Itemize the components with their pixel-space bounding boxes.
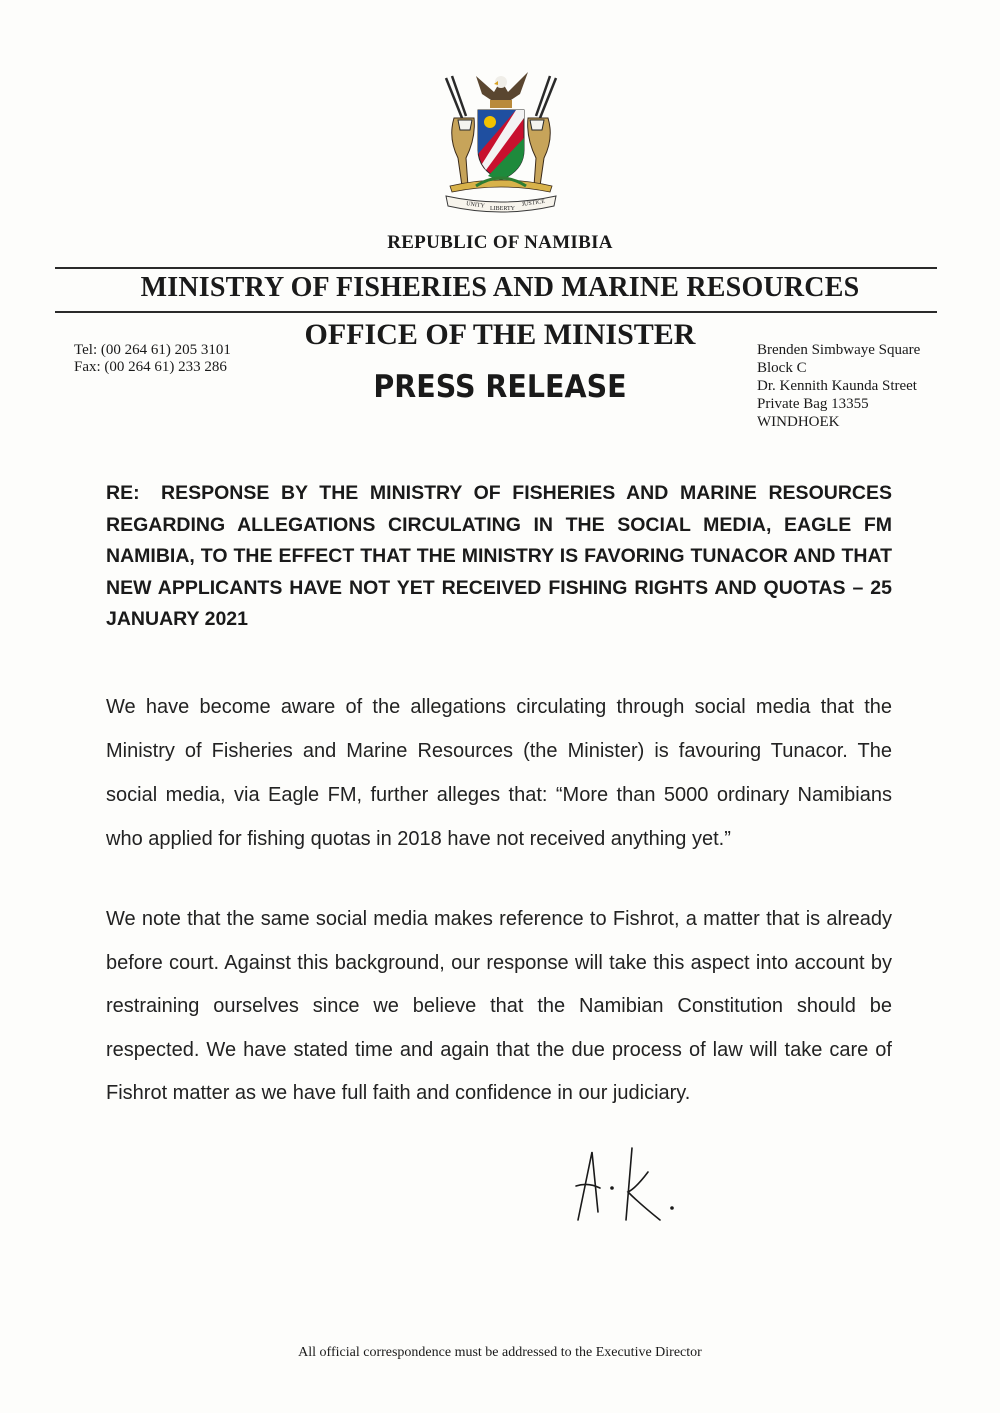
subject-text: RESPONSE BY THE MINISTRY OF FISHERIES AND MARINE RESOURCES REGARDING ALLEGATIONS CIRCULATING IN THE SOCIAL MEDIA, EAGLE FM NAMIBIA, TO THE EFFECT THAT THE MINISTRY IS FAVORING TUNACOR AND THAT NEW APPLICANTS HAVE NOT YET RECEIVED FISHING RIGHTS AND QUOTAS – 25 JANUARY 2021 <box>106 482 892 630</box>
office-heading: OFFICE OF THE MINISTER <box>304 318 696 351</box>
telephone-number: Tel: (00 264 61) 205 3101 <box>74 342 231 358</box>
address-line: Private Bag 13355 <box>757 396 869 412</box>
body-paragraph: We note that the same social media makes reference to Fishrot, a matter that is already before court. Against this background, our response will take this aspect into account by restraining ourselves since we believe that the Namibian Constitution should be respected. We have stated time and again that the due process of law will take care of Fishrot matter as we have full faith and confidence in our judiciary. <box>106 908 892 1104</box>
country-heading: REPUBLIC OF NAMIBIA <box>387 232 613 253</box>
ministry-heading: MINISTRY OF FISHERIES AND MARINE RESOURCES <box>140 272 860 303</box>
address-block <box>757 341 920 431</box>
address-line: Block C <box>757 360 807 376</box>
coat-of-arms-icon <box>436 58 566 216</box>
address-line: WINDHOEK <box>757 414 840 430</box>
subject-label: RE: <box>106 482 140 504</box>
signature-icon <box>568 1142 688 1232</box>
document-type-heading: PRESS RELEASE <box>373 369 627 405</box>
address-line: Dr. Kennith Kaunda Street <box>757 378 917 394</box>
header-rule-top <box>55 267 937 269</box>
svg-text:UNITY: UNITY <box>465 201 486 210</box>
svg-text:LIBERTY: LIBERTY <box>490 206 515 212</box>
footer-note: All official correspondence must be addressed to the Executive Director <box>298 1345 702 1360</box>
header-rule-bottom <box>55 311 937 313</box>
address-line: Brenden Simbwaye Square <box>757 342 921 358</box>
svg-text:JUSTICE: JUSTICE <box>521 198 546 208</box>
fax-number: Fax: (00 264 61) 233 286 <box>74 359 227 375</box>
body-paragraph: We have become aware of the allegations circulating through social media that the Ministry of Fisheries and Marine Resources (the Minister) is favouring Tunacor. The social media, via Eagle FM, further alleges that: “More than 5000 ordinary Namibians who applied for fishing quotas in 2018 have not received anything yet.” <box>106 696 892 850</box>
subject-line <box>106 478 892 636</box>
